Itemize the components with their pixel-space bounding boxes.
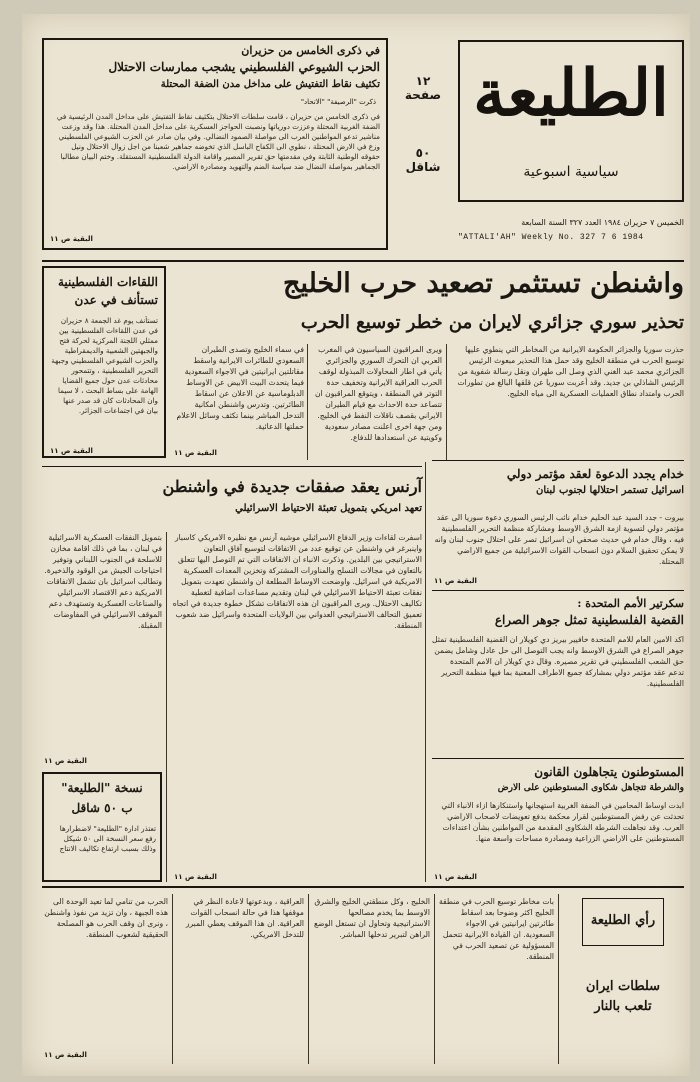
price-box (392, 74, 454, 202)
main-headline: واشنطن تستثمر تصعيد حرب الخليج (283, 268, 684, 299)
editorial-label-box (582, 898, 664, 946)
un-kicker: سكرتير الأمم المتحدة : (577, 597, 684, 610)
aden-headline-2: تستأنف في عدن (74, 293, 158, 307)
aden-continued: البقية ص ١١ (50, 447, 93, 455)
editorial-col-2: الخليج ، وكل منطقتي الخليج والشرق الاوسط بما يخدم مصالحها الاستراتيجية وتحاول ان تستغل الوضع الراهن لتبرير تدخلها المباشر. (313, 897, 430, 939)
khaddam-subhead: اسرائيل تستمر احتلالها لجنوب لبنان (536, 485, 684, 496)
arens-subhead: تعهد امريكي بتمويل تعبئة الاحتياط الاسرائيلي (235, 503, 422, 514)
editorial-col-1: بات مخاطر توسيع الحرب في منطقة الخليج اكثر وضوحا بعد اسقاط طائرتين ايرانيتين في الاجواء السعودية. ان القيادة الايرانية تتحمل المسؤولية عن تصعيد الحرب في المنطقة. (438, 897, 554, 961)
masthead-tagline: سياسية اسبوعية (523, 164, 619, 180)
top-box-kicker: في ذكرى الخامس من حزيران (241, 44, 380, 57)
un-headline: القضية الفلسطينية تمثل جوهر الصراع (494, 613, 684, 627)
gulf-column-2: ويرى المراقبون السياسيون في المغرب العربي ان التحرك السوري والجزائري يأتي في اطار المحاولات المبذولة لوقف الحرب العراقية الايرانية وتخفيف حدة التوتر في المنطقة ، ويتوقع المراقبون ان تتصاعد حدة الاحداث مع قيام الطيران الايراني بقصف ناقلات النفط في الخليج. ومن جهة اخرى اعلنت مصادر سعودية وكويتية عن استعدادها للدفاع. (315, 345, 442, 442)
issue-price: ٥٠ شاقل (405, 146, 441, 174)
arens-continued: البقية ص ١١ (174, 873, 217, 881)
gulf-continued: البقية ص ١١ (174, 449, 217, 457)
newspaper-page (22, 14, 690, 1076)
editorial-col-4: الحرب من تنامي لما تعيد الوحدة الى هذه الجبهة ، وان تزيد من نفوذ واشنطن ، ونرى ان وقف الحرب هو المصلحة الحقيقية لشعوب المنطقة. (44, 897, 168, 939)
top-box-headline: الحزب الشيوعي الفلسطيني يشجب ممارسات الاحتلال (108, 60, 380, 74)
top-box-body: في ذكرى الخامس من حزيران ، قامت سلطات الاحتلال بتكثيف نقاط التفتيش على مداخل المدن الرئيسية في الضفة الغربية المحتلة وعززت دورياتها ونصبت الحواجز العسكرية على مداخل المدن المحتلة. هذا وقد وزعت مناشير تدعو المواطنين العرب الى مواصلة الصمود النضالي. وفي بيان صادر عن الحزب الشيوعي الفلسطيني وزع في الارض المحتلة ، نطوي الى الكفاح الباسل الذي تخوضه جماهير شعبنا من اجل زوال الاحتلال ونيل حقوقه الوطنية الثابتة وفي مقدمتها حق تقرير المصير واقامة الدولة الفلسطينية المستقلة. وختم البيان مطالبا الجماهير بمواصلة النضال ضد سياسة الضم والتهويد ومصادرة الاراضي. (56, 112, 380, 171)
sub-headline: تحذير سوري جزائري لايران من خطر توسيع الحرب (300, 312, 684, 333)
editorial-title-1: سلطات ايران (585, 979, 661, 994)
settlers-continued: البقية ص ١١ (434, 873, 477, 881)
arens-headline: آرنس يعقد صفقات جديدة في واشنطن (162, 477, 422, 496)
aden-headline-1: اللقاءات الفلسطينية (57, 275, 158, 289)
copy-box-price: ب ٥٠ شاقل (71, 801, 133, 815)
settlers-subhead: والشرطة تتجاهل شكاوى المستوطنين على الارض (497, 783, 684, 793)
issue-line: الخميس ٧ حزيران ١٩٨٤ العدد ٣٢٧ السنة السابعة (521, 218, 684, 227)
aden-talks-box (42, 266, 166, 458)
editorial-continued: البقية ص ١١ (44, 1051, 87, 1059)
copy-price-box (42, 772, 162, 882)
arens-left-column: بتمويل النفقات العسكرية الاسرائيلية في لبنان ، بما في ذلك اقامة مخازن للاسلحة في الجنوب اللبناني وتوفير احتياجات الجيش من الوقود والذخيرة. وتطالب اسرائيل بان تشمل الاتفاقات الامريكية دعم الاقتصاد الاسرائيلي والصناعات العسكرية وتستهدف دعم الموقف الاسرائيلي في المفاوضات المقبلة. (44, 533, 162, 630)
editorial-col-3: العراقية ، وبدعوتها لاعادة النظر في موقفها هذا في حالة انسحاب القوات العراقية. ان هذا الموقف يعطي المبرر للتدخل الامريكي. (185, 897, 304, 939)
top-news-box (42, 38, 388, 250)
masthead-logo: الطليعة (473, 56, 669, 131)
copy-box-title: نسخة "الطليعة" (61, 781, 143, 795)
editorial-label: رأي الطليعة (590, 913, 656, 928)
arens-body: اسفرت لقاءات وزير الدفاع الاسرائيلي موشيه آرنس مع نظيره الامريكي كاسبار واينبرغر في واشنطن عن توقيع عدد من الاتفاقات لتوسيع آفاق التعاون الاستراتيجي بين البلدين. وذكرت الانباء ان الاتفاقات التي تم التوصل اليها تتعلق بالتعاون في مجالات التسلح والمناورات المشتركة وتخزين المعدات العسكرية الامريكية في اسرائيل. واوضحت الاوساط المطلعة ان واشنطن تعهدت بتمويل نفقات تعبئة الاحتياط الاسرائيلي في لبنان وتقديم مساعدات اضافية لتغطية تكاليف الاحتلال. ويرى المراقبون ان هذه الاتفاقات تشكل خطوة جديدة في اتجاه تعميق التحالف الاستراتيجي العدواني بين الولايات المتحدة واسرائيل ضد شعوب المنطقة. (172, 533, 422, 630)
top-box-continued: البقية ص ١١ (50, 235, 93, 243)
top-box-source: ذكرت "الرصيفة" "الاتحاد" (300, 98, 376, 106)
masthead-box (458, 40, 684, 202)
khaddam-body: بيروت - جدد السيد عبد الحليم خدام نائب الرئيس السوري دعوة سوريا الى عقد مؤتمر دولي لتسوية ازمة الشرق الاوسط ومشاركة منظمة التحرير الفلسطينية فيه ، وقال خدام في حديث صحفي ان اسرائيل تصر على احتلال جنوب لبنان وانه لا يمكن تحقيق السلام دون انسحاب القوات الاسرائيلية من جميع الاراضي المحتلة. (434, 513, 684, 566)
arens-left-continued: البقية ص ١١ (44, 757, 87, 765)
khaddam-headline: خدام يجدد الدعوة لعقد مؤتمر دولي (506, 467, 684, 481)
top-box-subhead: تكثيف نقاط التفتيش على مداخل مدن الضفة المحتلة (160, 79, 380, 90)
aden-body: تستأنف يوم غد الجمعة ٨ حزيران في عدن اللقاءات الفلسطينية بين ممثلي اللجنة المركزية لحركة فتح والجبهتين الشعبية والديمقراطية والحزب الشيوعي الفلسطيني وجبهة التحرير الفلسطينية ، وتتمحور محادثات عدن حول جميع القضايا الهامة على بساط البحث ، لا سيما وان المحادثات كان قد صدر عنها بيان في اجتماعات الجزائر. (51, 316, 158, 415)
un-body: اكد الامين العام للامم المتحدة خافيير بيريز دي كويلار ان القضية الفلسطينية تمثل جوهر الصراع في الشرق الاوسط وانه يجب التوصل الى حل عادل وشامل يضمن حق الشعب الفلسطيني في تقرير مصيره. وقال دي كويلار ان الامم المتحدة تدعم عقد مؤتمر دولي بمشاركة جميع الاطراف المعنية بما فيها منظمة التحرير الفلسطينية. (432, 635, 684, 688)
copy-box-body: تعتذر ادارة "الطليعة" لاضطرارها رفع سعر النسخة الى ٥٠ شيكل وذلك بسبب ارتفاع تكاليف الانتاج (59, 824, 156, 853)
editorial-title-2: تلعب بالنار (594, 999, 652, 1014)
gulf-column-1: حذرت سوريا والجزائر الحكومة الايرانية من المخاطر التي ينطوي عليها توسيع الحرب في منطقة الخليج وقد حمل هذا التحذير مبعوث الرئيس الجزائري محمد عبد الغني الذي وصل الى طهران ونقل رسالة شفوية من الرئيس الشاذلي بن جديد. وقد أعربت سوريا عن قلقها البالغ من تطورات الحرب وامتداد نطاق العمليات العسكرية الى مياه الخليج. (457, 345, 684, 398)
settlers-body: ابدت اوساط المحامين في الضفة الغربية استهجانها واستنكارها ازاء الانباء التي تحدثت عن رفض المستوطنين لقرار محكمة بدفع تعويضات لاصحاب الاراضي العرب. وقد تجاهلت الشرطة الشكاوى المقدمة من المواطنين بشأن اعتداءات المستوطنين على الاراضي الزراعية ومصادرة مساحات واسعة منها. (441, 801, 684, 843)
khaddam-continued: البقية ص ١١ (434, 577, 477, 585)
issue-latin-line: "ATTALI'AH" Weekly No. 327 7 6 1984 (458, 233, 644, 242)
gulf-column-3: في سماء الخليج وتصدى الطيران السعودي للطائرات الايرانية واسقط مقاتلتين ايرانيتين في الاجواء السعودية فيما يتحدث البيت الابيض عن الاوساط الدبلوماسية عن الاعلان عن اسقاط الطائرتين. وتدرس واشنطن امكانية التدخل المباشر بينما تكثف وسائل الاعلام حملتها الدعائية. (176, 345, 304, 431)
pages-count: ١٢ صفحة (404, 74, 442, 102)
settlers-headline: المستوطنون يتجاهلون القانون (534, 765, 684, 779)
